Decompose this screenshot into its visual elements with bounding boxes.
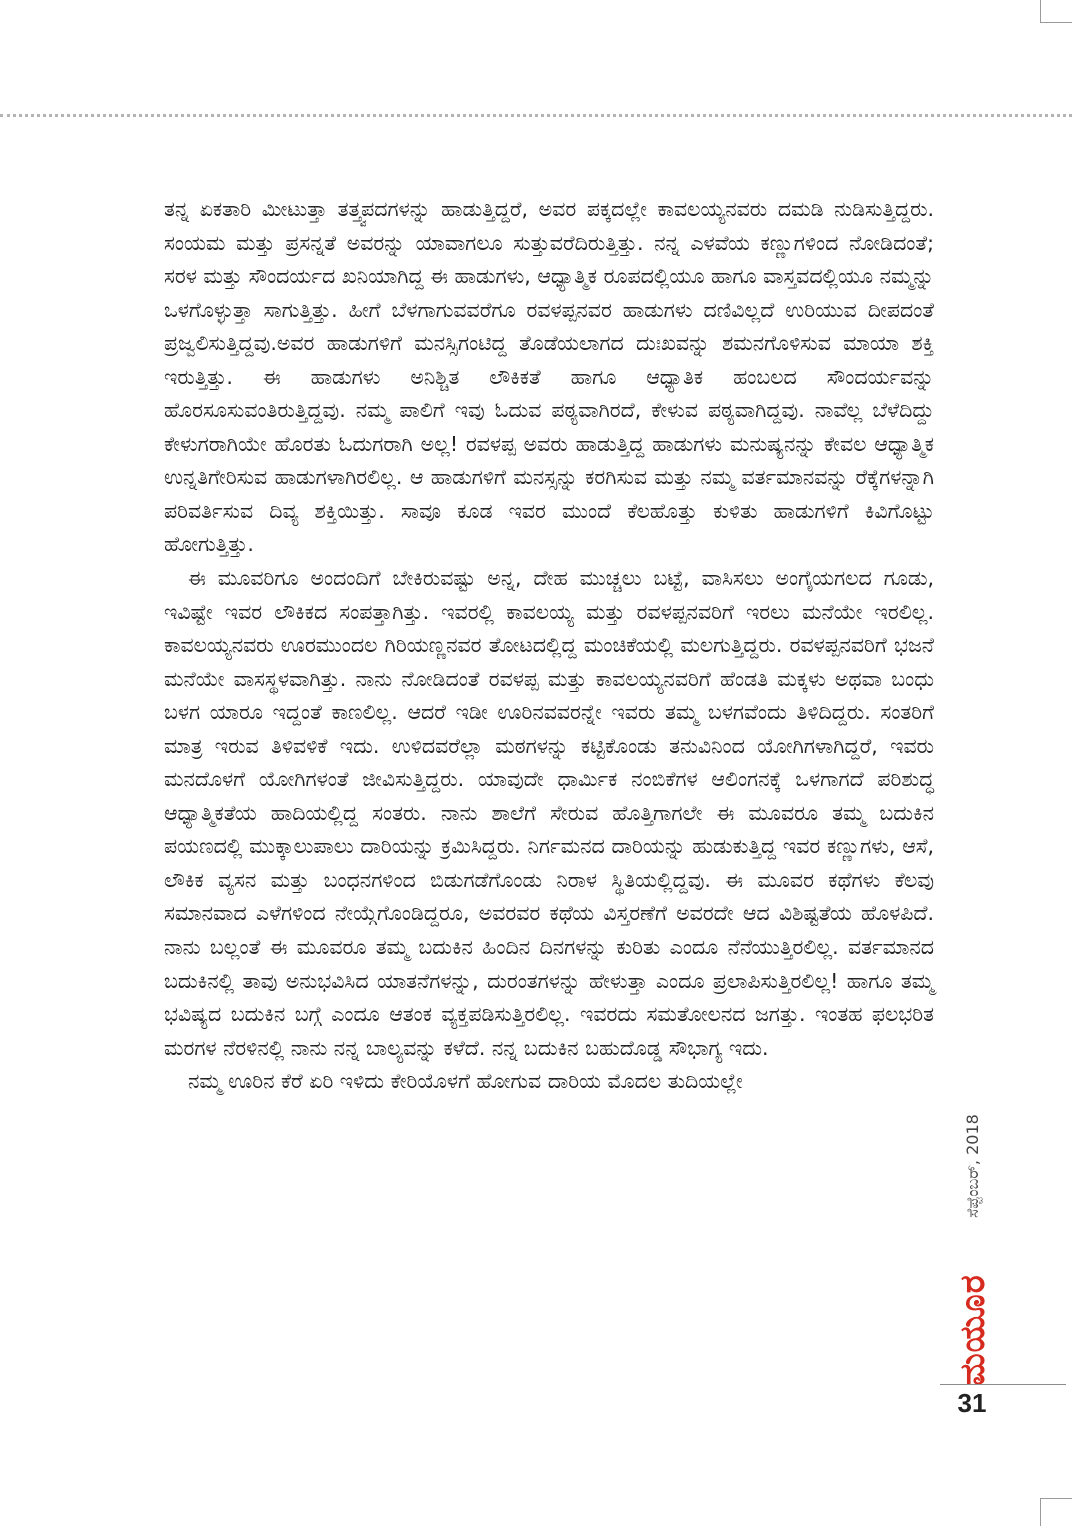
header-dotted-rule (0, 114, 1072, 117)
page-number: 31 (957, 1388, 987, 1418)
page-number-rule (940, 1384, 1066, 1385)
paragraph-2: ಈ ಮೂವರಿಗೂ ಅಂದಂದಿಗೆ ಬೇಕಿರುವಷ್ಟು ಅನ್ನ, ದೇಹ ಮುಚ್ಚಲು ಬಟ್ಟೆ, ವಾಸಿಸಲು ಅಂಗೈಯಗಲದ ಗೂಡು, ಇವಿಷ್ಟೇ ಇವರ ಲೌಕಿಕದ ಸಂಪತ್ತಾಗಿತ್ತು. ಇವರಲ್ಲಿ ಕಾವಲಯ್ಯ ಮತ್ತು ರವಳಪ್ಪನವರಿಗೆ ಇರಲು ಮನೆಯೇ ಇರಲಿಲ್ಲ. ಕಾವಲಯ್ಯನವರು ಊರಮುಂದಲ ಗಿರಿಯಣ್ಣನವರ ತೋಟದಲ್ಲಿದ್ದ ಮಂಚಿಕೆಯಲ್ಲಿ ಮಲಗುತ್ತಿದ್ದರು. ರವಳಪ್ಪನವರಿಗೆ ಭಜನೆ ಮನೆಯೇ ವಾಸಸ್ಥಳವಾಗಿತ್ತು. ನಾನು ನೋಡಿದಂತೆ ರವಳಪ್ಪ ಮತ್ತು ಕಾವಲಯ್ಯನವರಿಗೆ ಹೆಂಡತಿ ಮಕ್ಕಳು ಅಥವಾ ಬಂಧು ಬಳಗ ಯಾರೂ ಇದ್ದಂತೆ ಕಾಣಲಿಲ್ಲ. ಆದರೆ ಇಡೀ ಊರಿನವವರನ್ನೇ ಇವರು ತಮ್ಮ ಬಳಗವೆಂದು ತಿಳಿದಿದ್ದರು. ಸಂತರಿಗೆ ಮಾತ್ರ ಇರುವ ತಿಳಿವಳಿಕೆ ಇದು. ಉಳಿದವರೆಲ್ಲಾ ಮಠಗಳನ್ನು ಕಟ್ಟಿಕೊಂಡು ತನುವಿನಿಂದ ಯೋಗಿಗಳಾಗಿದ್ದರೆ, ಇವರು ಮನದೊಳಗೆ ಯೋಗಿಗಳಂತೆ ಜೀವಿಸುತ್ತಿದ್ದರು. ಯಾವುದೇ ಧಾರ್ಮಿಕ ನಂಬಿಕೆಗಳ ಆಲಿಂಗನಕ್ಕೆ ಒಳಗಾಗದೆ ಪರಿಶುದ್ಧ ಆಧ್ಯಾತ್ಮಿಕತೆಯ ಹಾದಿಯಲ್ಲಿದ್ದ ಸಂತರು. ನಾನು ಶಾಲೆಗೆ ಸೇರುವ ಹೊತ್ತಿಗಾಗಲೇ ಈ ಮೂವರೂ ತಮ್ಮ ಬದುಕಿನ ಪಯಣದಲ್ಲಿ ಮುಕ್ಕಾಲುಪಾಲು ದಾರಿಯನ್ನು ಕ್ರಮಿಸಿದ್ದರು. ನಿರ್ಗಮನದ ದಾರಿಯನ್ನು ಹುಡುಕುತ್ತಿದ್ದ ಇವರ ಕಣ್ಣುಗಳು, ಆಸೆ, ಲೌಕಿಕ ವ್ಯಸನ ಮತ್ತು ಬಂಧನಗಳಿಂದ ಬಿಡುಗಡೆಗೊಂಡು ನಿರಾಳ ಸ್ಥಿತಿಯಲ್ಲಿದ್ದವು. ಈ ಮೂವರ ಕಥೆಗಳು ಕೆಲವು ಸಮಾನವಾದ ಎಳೆಗಳಿಂದ ನೇಯ್ಗೆಗೊಂಡಿದ್ದರೂ, ಅವರವರ ಕಥೆಯ ವಿಸ್ತರಣೆಗೆ ಅವರದೇ ಆದ ವಿಶಿಷ್ಟತೆಯ ಹೊಳಪಿದೆ. ನಾನು ಬಲ್ಲಂತೆ ಈ ಮೂವರೂ ತಮ್ಮ ಬದುಕಿನ ಹಿಂದಿನ ದಿನಗಳನ್ನು ಕುರಿತು ಎಂದೂ ನೆನೆಯುತ್ತಿರಲಿಲ್ಲ. ವರ್ತಮಾನದ ಬದುಕಿನಲ್ಲಿ ತಾವು ಅನುಭವಿಸಿದ ಯಾತನೆಗಳನ್ನು, ದುರಂತಗಳನ್ನು ಹೇಳುತ್ತಾ ಎಂದೂ ಪ್ರಲಾಪಿಸುತ್ತಿರಲಿಲ್ಲ! ಹಾಗೂ ತಮ್ಮ ಭವಿಷ್ಯದ ಬದುಕಿನ ಬಗ್ಗೆ ಎಂದೂ ಆತಂಕ ವ್ಯಕ್ತಪಡಿಸುತ್ತಿರಲಿಲ್ಲ. ಇವರದು ಸಮತೋಲನದ ಜಗತ್ತು. ಇಂತಹ ಫಲಭರಿತ ಮರಗಳ ನೆರಳಿನಲ್ಲಿ ನಾನು ನನ್ನ ಬಾಲ್ಯವನ್ನು ಕಳೆದೆ. ನನ್ನ ಬದುಕಿನ ಬಹುದೊಡ್ಡ ಸೌಭಾಗ್ಯ ಇದು. (164, 566, 934, 1060)
paragraph-3: ನಮ್ಮ ಊರಿನ ಕೆರೆ ಏರಿ ಇಳಿದು ಕೇರಿಯೊಳಗೆ ಹೋಗುವ ದಾರಿಯ ಮೊದಲ ತುದಿಯಲ್ಲೇ (188, 1069, 743, 1094)
magazine-logo: ಮಯೂರ (953, 1274, 993, 1386)
magazine-side-strip (950, 1080, 996, 1386)
article-body (164, 193, 934, 1099)
paragraph-1: ತನ್ನ ಏಕತಾರಿ ಮೀಟುತ್ತಾ ತತ್ತ್ವಪದಗಳನ್ನು ಹಾಡುತ್ತಿದ್ದರೆ, ಅವರ ಪಕ್ಕದಲ್ಲೇ ಕಾವಲಯ್ಯನವರು ದಮಡಿ ನುಡಿಸುತ್ತಿದ್ದರು. ಸಂಯಮ ಮತ್ತು ಪ್ರಸನ್ನತೆ ಅವರನ್ನು ಯಾವಾಗಲೂ ಸುತ್ತುವರೆದಿರುತ್ತಿತ್ತು. ನನ್ನ ಎಳವೆಯ ಕಣ್ಣುಗಳಿಂದ ನೋಡಿದಂತೆ; ಸರಳ ಮತ್ತು ಸೌಂದರ್ಯದ ಖನಿಯಾಗಿದ್ದ ಈ ಹಾಡುಗಳು, ಆಧ್ಯಾತ್ಮಿಕ ರೂಪದಲ್ಲಿಯೂ ಹಾಗೂ ವಾಸ್ತವದಲ್ಲಿಯೂ ನಮ್ಮನ್ನು ಒಳಗೊಳ್ಳುತ್ತಾ ಸಾಗುತ್ತಿತ್ತು. ಹೀಗೆ ಬೆಳಗಾಗುವವರೆಗೂ ರವಳಪ್ಪನವರ ಹಾಡುಗಳು ದಣಿವಿಲ್ಲದೆ ಉರಿಯುವ ದೀಪದಂತೆ ಪ್ರಜ್ವಲಿಸುತ್ತಿದ್ದವು.ಅವರ ಹಾಡುಗಳಿಗೆ ಮನಸ್ಸಿಗಂಟಿದ್ದ ತೊಡೆಯಲಾಗದ ದುಃಖವನ್ನು ಶಮನಗೊಳಿಸುವ ಮಾಯಾ ಶಕ್ತಿ ಇರುತ್ತಿತ್ತು. ಈ ಹಾಡುಗಳು ಅನಿಶ್ಚಿತ ಲೌಕಿಕತೆ ಹಾಗೂ ಆಧ್ಯಾತಿಕ ಹಂಬಲದ ಸೌಂದರ್ಯವನ್ನು ಹೊರಸೂಸುವಂತಿರುತ್ತಿದ್ದವು. ನಮ್ಮ ಪಾಲಿಗೆ ಇವು ಓದುವ ಪಠ್ಯವಾಗಿರದೆ, ಕೇಳುವ ಪಠ್ಯವಾಗಿದ್ದವು. ನಾವೆಲ್ಲ ಬೆಳೆದಿದ್ದು ಕೇಳುಗರಾಗಿಯೇ ಹೊರತು ಓದುಗರಾಗಿ ಅಲ್ಲ! ರವಳಪ್ಪ ಅವರು ಹಾಡುತ್ತಿದ್ದ ಹಾಡುಗಳು ಮನುಷ್ಯನನ್ನು ಕೇವಲ ಆಧ್ಯಾತ್ಮಿಕ ಉನ್ನತಿಗೇರಿಸುವ ಹಾಡುಗಳಾಗಿರಲಿಲ್ಲ. ಆ ಹಾಡುಗಳಿಗೆ ಮನಸ್ಸನ್ನು ಕರಗಿಸುವ ಮತ್ತು ನಮ್ಮ ವರ್ತಮಾನವನ್ನು ರೆಕ್ಕೆಗಳನ್ನಾಗಿ ಪರಿವರ್ತಿಸುವ ದಿವ್ಯ ಶಕ್ತಿಯಿತ್ತು. ಸಾವೂ ಕೂಡ ಇವರ ಮುಂದೆ ಕೆಲಹೊತ್ತು ಕುಳಿತು ಹಾಡುಗಳಿಗೆ ಕಿವಿಗೊಟ್ಟು ಹೋಗುತ್ತಿತ್ತು. (164, 197, 934, 557)
issue-date: ಸೆಪ್ಟೆಂಬರ್, 2018 (963, 1114, 982, 1218)
crop-mark-bottom (1040, 1498, 1072, 1526)
crop-mark-top (1040, 0, 1072, 23)
